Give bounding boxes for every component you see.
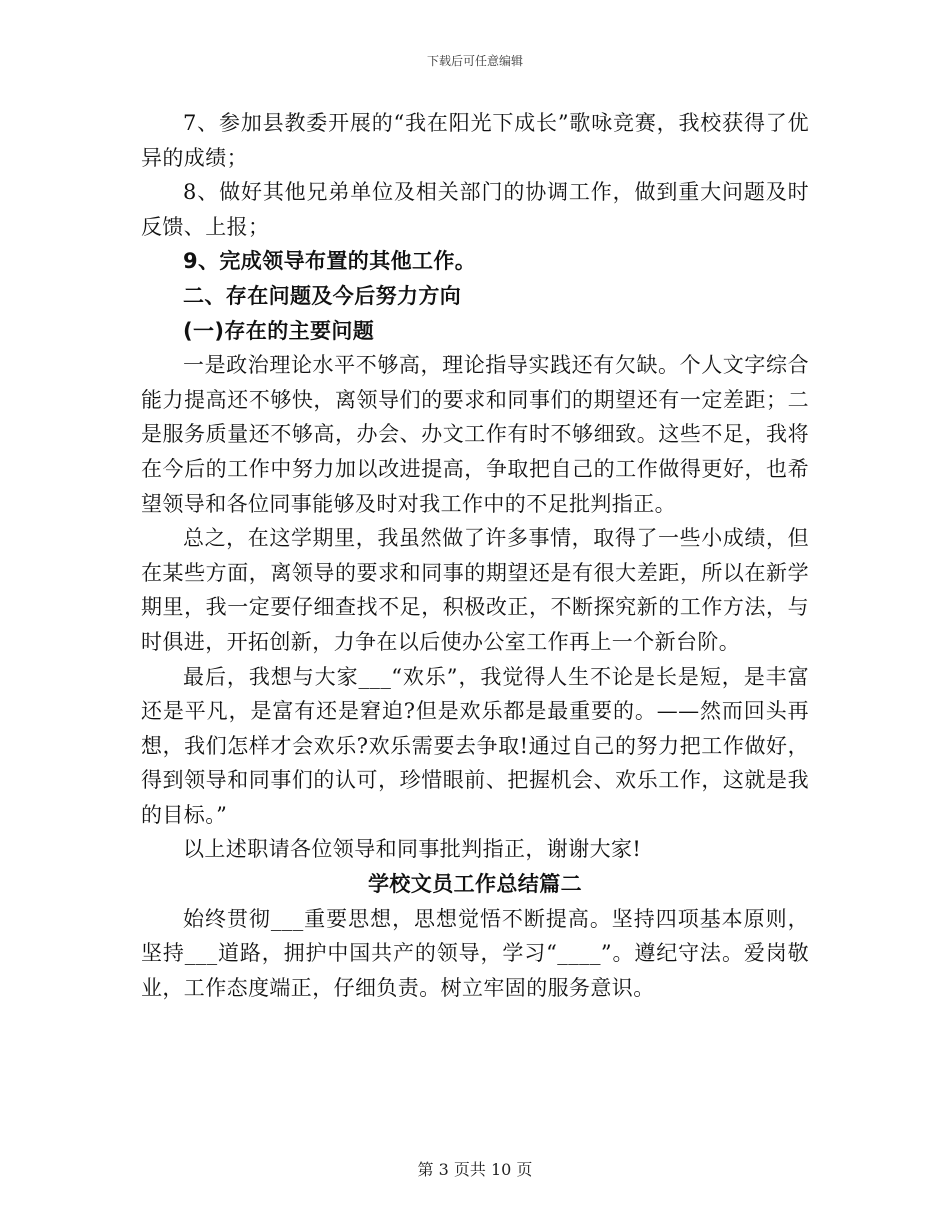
paragraph-item-8: 8、做好其他兄弟单位及相关部门的协调工作，做到重大问题及时反馈、上报； [141,180,809,239]
paragraph-problems: 一是政治理论水平不够高，理论指导实践还有欠缺。个人文字综合能力提高还不够快，离领导们的要求和同事们的期望还有一定差距；二是服务质量还不够高，办会、办文工作有时不够细致。这些不足，我将在今后的工作中努力加以改进提高，争取把自己的工作做得更好，也希望领导和各位同事能够及时对我工作中的不足批判指正。 [141,353,809,516]
subsection-heading: (一)存在的主要问题 [183,318,375,343]
paragraph-item-7: 7、参加县教委开展的“我在阳光下成长”歌咏竞赛，我校获得了优异的成绩； [141,111,809,170]
paragraph-article-two: 始终贯彻___重要思想，思想觉悟不断提高。坚持四项基本原则，坚持___道路，拥护中国共产的领导，学习“____”。遵纪守法。爱岗敬业，工作态度端正，仔细负责。树立牢固的服务意识。 [141,906,809,1000]
section-heading: 二、存在问题及今后努力方向 [183,283,462,308]
document-body [141,106,809,1005]
paragraph-summary: 总之，在这学期里，我虽然做了许多事情，取得了一些小成绩，但在某些方面，离领导的要求和同事的期望还是有很大差距，所以在新学期里，我一定要仔细查找不足，积极改正，不断探究新的工作方法，与时俱进，开拓创新，力争在以后使办公室工作再上一个新台阶。 [141,526,809,654]
paragraph-closing: 最后，我想与大家___“欢乐”，我觉得人生不论是长是短，是丰富还是平凡，是富有还是窘迫?但是欢乐都是最重要的。——然而回头再想，我们怎样才会欢乐?欢乐需要去争取!通过自己的努力把工作做好，得到领导和同事们的认可，珍惜眼前、把握机会、欢乐工作，这就是我的目标。” [141,664,809,827]
page-header: 下载后可任意编辑 [426,54,523,68]
paragraph-thanks: 以上述职请各位领导和同事批判指正，谢谢大家! [183,837,642,862]
paragraph-item-9: 9、完成领导布置的其他工作。 [183,249,477,274]
page-number: 第 3 页共 10 页 [417,1160,533,1179]
article-title: 学校文员工作总结篇二 [368,872,582,897]
